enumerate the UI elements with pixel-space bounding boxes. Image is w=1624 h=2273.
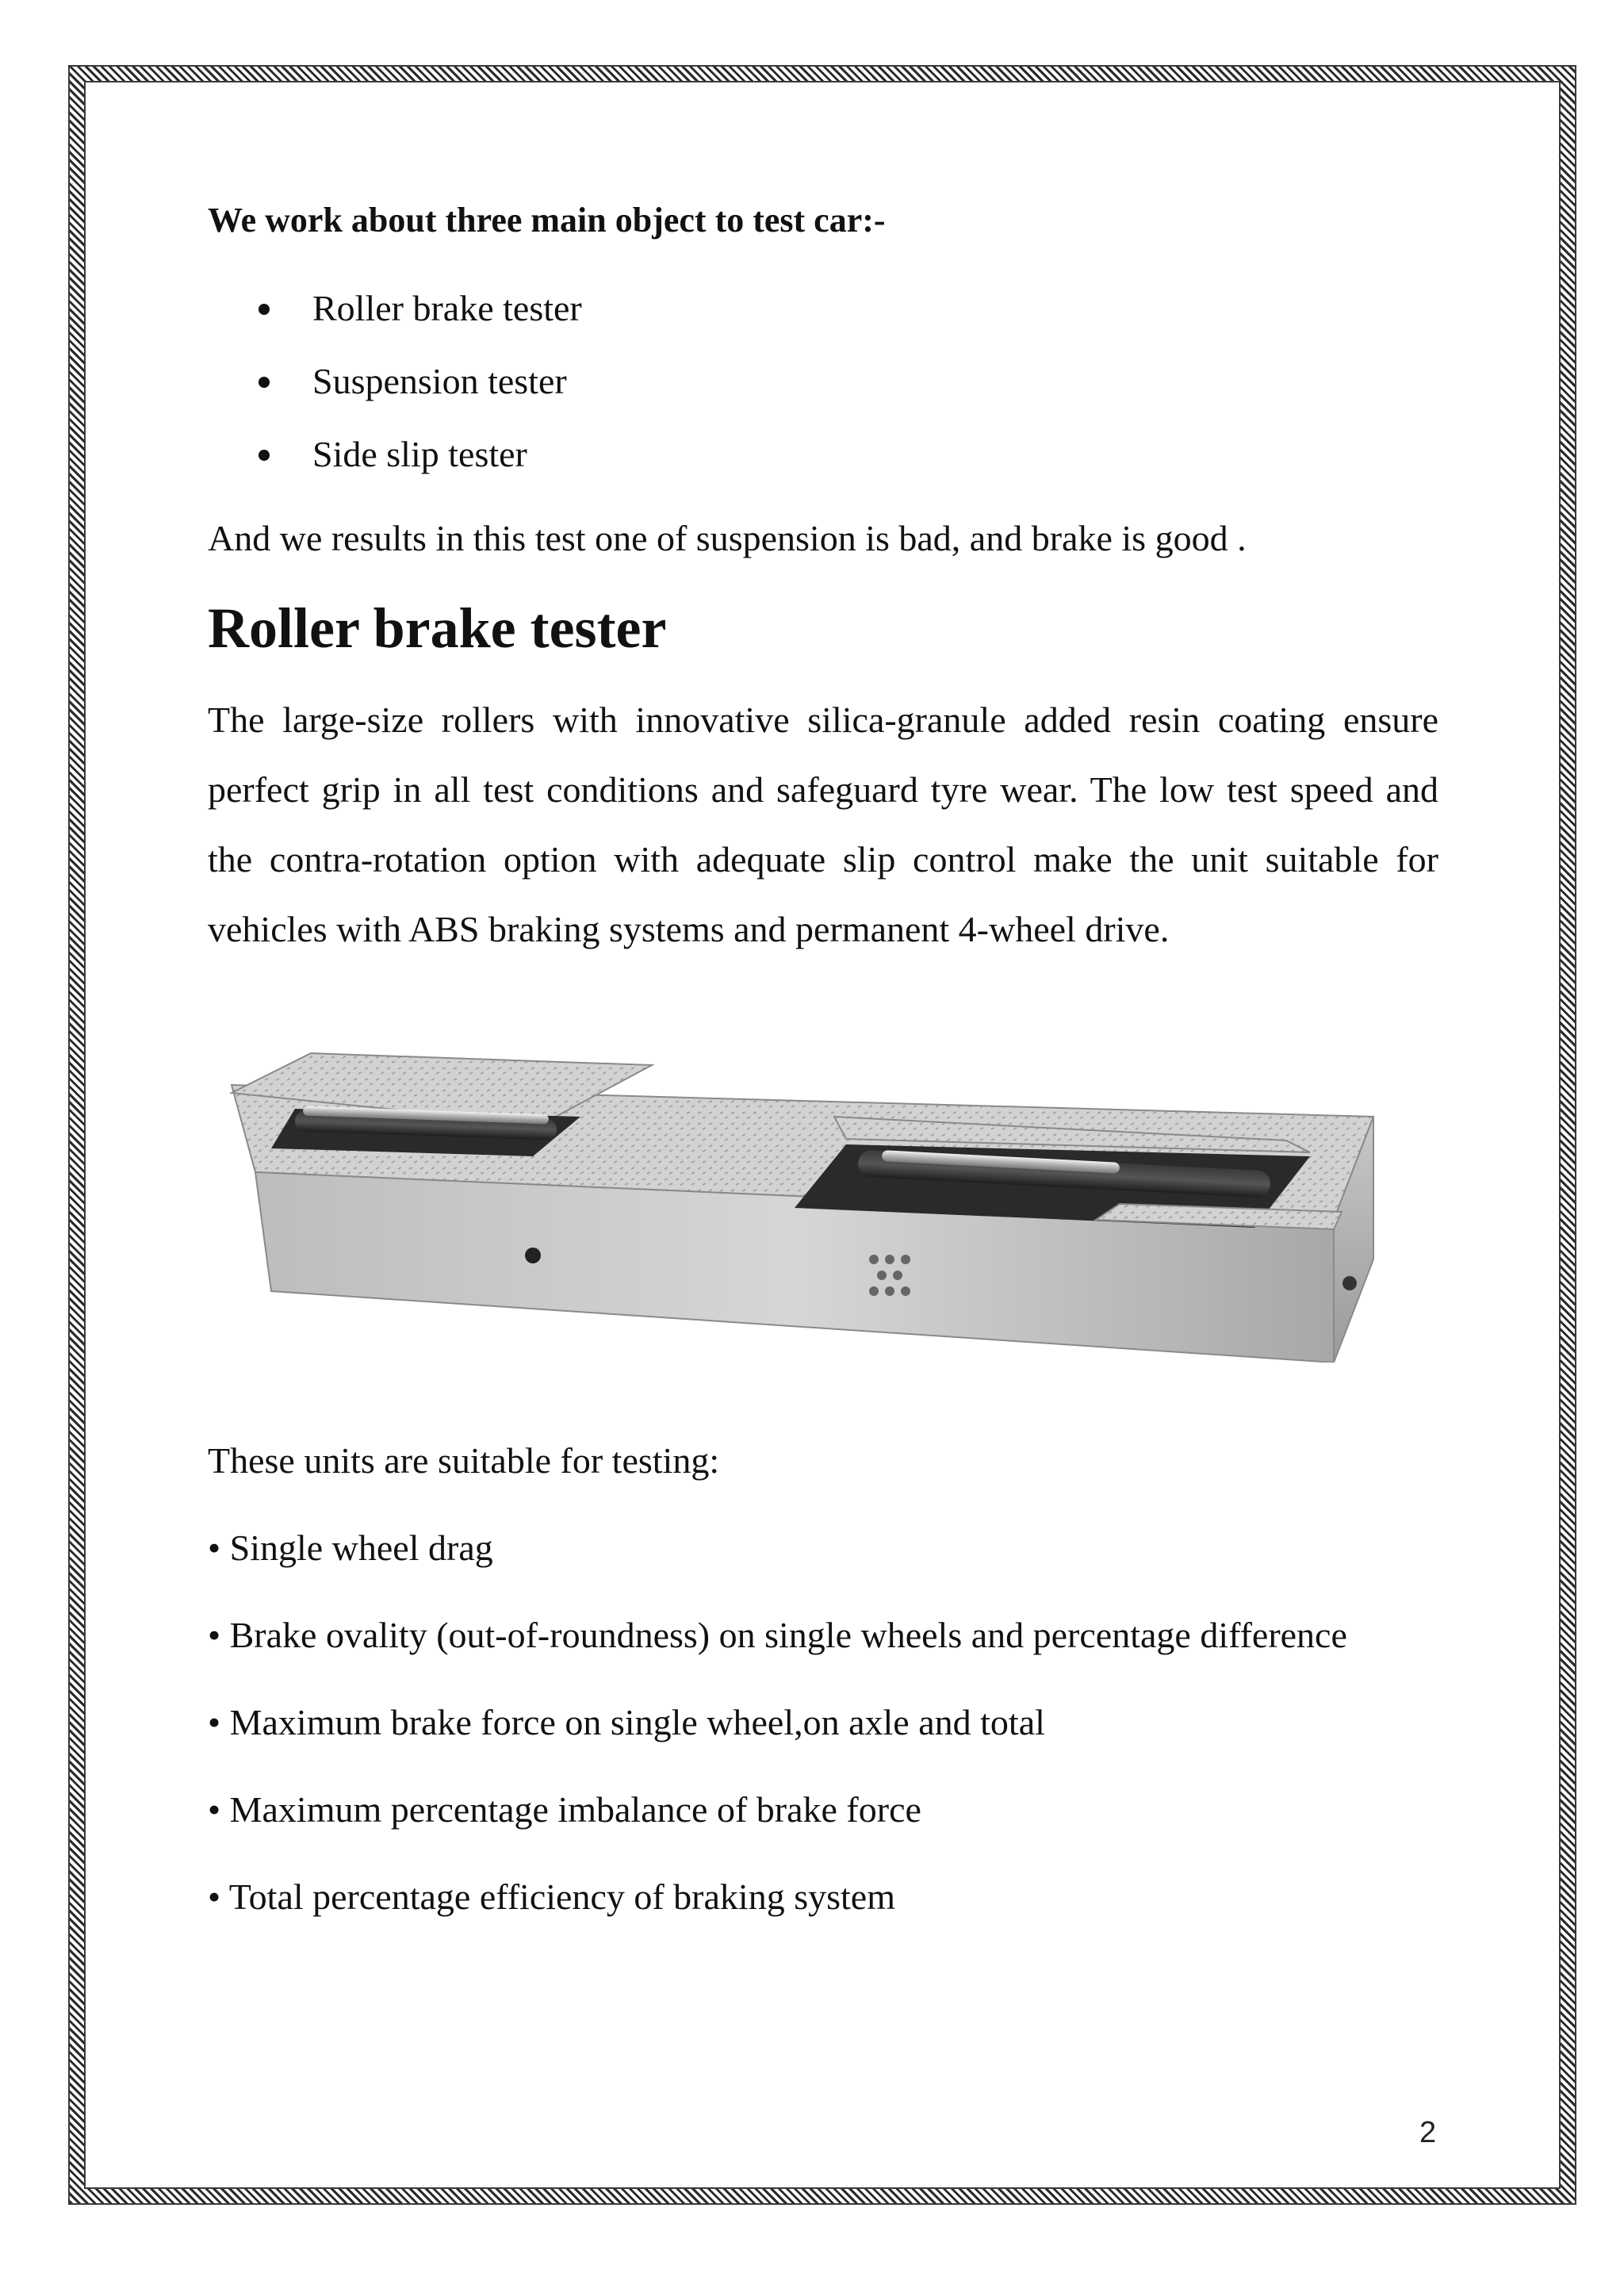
roller-brake-tester-illustration [208,1022,1397,1363]
suitable-item: • Single wheel drag [208,1527,493,1568]
list-item [208,272,1438,345]
page-number: 2 [1419,2116,1437,2149]
section-heading: Roller brake tester [208,596,667,661]
list-item [208,418,1438,491]
suitable-item: • Total percentage efficiency of braking system [208,1876,895,1917]
list-item-text: Suspension tester [312,361,567,401]
suitable-title: These units are suitable for testing: [208,1439,720,1481]
bullet-icon [259,304,270,315]
intro-heading: We work about three main object to test car:- [208,201,886,240]
suitable-item: • Brake ovality (out-of-roundness) on single wheels and percentage difference [208,1614,1347,1655]
bullet-icon [259,450,270,461]
list-item-text: Side slip tester [312,434,527,474]
suitable-item: • Maximum percentage imbalance of brake force [208,1788,921,1830]
result-text: And we results in this test one of suspension is bad, and brake is good . [208,518,1247,558]
test-objects-list [208,272,1438,491]
list-item [208,345,1438,418]
roller-brake-tester-image [208,1022,1397,1363]
section-paragraph: The large-size rollers with innovative silica-granule added resin coating ensure perfect grip in all test conditions and safeguard tyre wear. The low test speed and the contra-rotation option with adequate slip control make the unit suitable for vehicles with ABS braking systems and permanent 4-wheel drive. [208,699,1438,949]
bullet-icon [259,377,270,388]
list-item-text: Roller brake tester [312,288,582,328]
page-content [208,198,1438,1949]
suitable-item: • Maximum brake force on single wheel,on axle and total [208,1701,1045,1742]
